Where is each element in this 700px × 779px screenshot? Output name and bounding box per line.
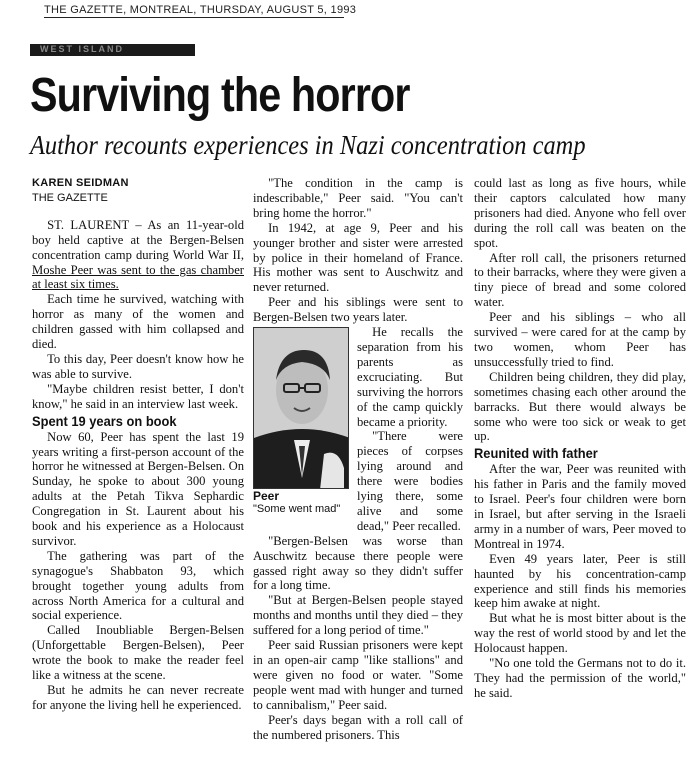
paragraph: Called Inoubliable Bergen-Belsen (Unforgettable Bergen-Belsen), Peer wrote the book to make the reader feel like a witness at the scene. bbox=[32, 623, 244, 683]
paragraph: Peer and his siblings – who all survived – were cared for at the camp by two women, whom Peer has unsuccessfully tried to find. bbox=[474, 310, 686, 369]
paragraph: "But at Bergen-Belsen people stayed months and months until they died – they suffered for a long period of time." bbox=[253, 593, 463, 638]
paragraph: Even 49 years later, Peer is still haunted by his concentration-camp experience and still finds his memories keep him awake at night. bbox=[474, 551, 686, 611]
photo-caption-quote: "Some went mad" bbox=[253, 503, 341, 516]
paragraph: Peer's days began with a roll call of the numbered prisoners. This bbox=[253, 712, 463, 742]
paragraph: Peer said Russian prisoners were kept in an open-air camp "like stallions" and were given no food or water. "Some people went mad with hunger and turned to cannibalism," Peer said. bbox=[253, 638, 463, 712]
article-column-2 bbox=[253, 176, 463, 742]
paragraph: He recalls the separation from his parents as excruciating. But surviving the horrors of the camp quickly became a priority. bbox=[357, 325, 463, 429]
paragraph: "No one told the Germans not to do it. They had the permission of the world," he said. bbox=[474, 656, 686, 700]
subhead: Reunited with father bbox=[474, 445, 598, 462]
paragraph: "Maybe children resist better, I don't know," he said in an interview last week. bbox=[32, 381, 244, 411]
paragraph: "The condition in the camp is indescribable," Peer said. "You can't bring home the horror." bbox=[253, 176, 463, 220]
byline-name: KAREN SEIDMAN bbox=[32, 177, 129, 189]
paragraph: "There were pieces of corpses lying around and there were bodies lying there, some alive and some dead," Peer recalled. bbox=[357, 429, 463, 533]
headline: Surviving the horror bbox=[30, 69, 410, 122]
article-column-1 bbox=[32, 176, 244, 713]
portrait-photo bbox=[253, 327, 349, 489]
photo-block bbox=[253, 327, 349, 516]
paragraph bbox=[32, 218, 244, 293]
masthead: THE GAZETTE, MONTREAL, THURSDAY, AUGUST 5, 1993 bbox=[44, 4, 357, 16]
article-column-3 bbox=[474, 176, 686, 701]
paragraph: Children being children, they did play, sometimes chasing each other around the barracks. But there would always be some who were too sick or weak to get up. bbox=[474, 369, 686, 444]
section-kicker: WEST ISLAND bbox=[40, 44, 124, 54]
underlined-text: Moshe Peer was sent to the gas chamber at least six times. bbox=[32, 262, 244, 292]
paragraph: After roll call, the prisoners returned to their barracks, where they were given a tiny piece of bread and some colored water. bbox=[474, 250, 686, 310]
subhead: Spent 19 years on book bbox=[32, 412, 177, 429]
paragraph: Each time he survived, watching with horror as many of the women and children gassed with him collapsed and died. bbox=[32, 292, 244, 352]
paragraph: could last as long as five hours, while their captors calculated how many prisoners had died. Anyone who fell over during the roll call was beaten on the spot. bbox=[474, 176, 686, 250]
portrait-illustration bbox=[254, 328, 349, 489]
paragraph: After the war, Peer was reunited with his father in Paris and the family moved to Israel. Peer's four children were born in Israel, but after serving in the Israeli army in a number of wars, Peer moved to Montreal in 1974. bbox=[474, 462, 686, 551]
paragraph: In 1942, at age 9, Peer and his younger brother and sister were arrested by police in their homeland of France. His mother was sent to Auschwitz and never returned. bbox=[253, 220, 463, 295]
paragraph: Now 60, Peer has spent the last 19 years writing a first-person account of the horror he witnessed at Bergen-Belsen. On Sunday, he spoke to about 300 young adults at the Petah Tikva Sephardic Congregation in St. Laurent about his book and his experience as a Holocaust survivor. bbox=[32, 429, 244, 548]
section-kicker-bar bbox=[30, 44, 195, 56]
byline-org: THE GAZETTE bbox=[32, 191, 108, 204]
deck: Author recounts experiences in Nazi concentration camp bbox=[30, 130, 586, 160]
paragraph: But he admits he can never recreate for anyone the living hell he experienced. bbox=[32, 683, 244, 712]
paragraph-text: ST. LAURENT – As an 11-year-old boy held captive at the Bergen-Belsen concentration camp during World War II, bbox=[32, 217, 244, 262]
paragraph: "Bergen-Belsen was worse than Auschwitz because there people were gassed right away so they didn't suffer for a long time. bbox=[253, 533, 463, 593]
paragraph: Peer and his siblings were sent to Bergen-Belsen two years later. bbox=[253, 295, 463, 325]
paragraph: But what he is most bitter about is the way the rest of world stood by and let the Holocaust happen. bbox=[474, 611, 686, 656]
paragraph: To this day, Peer doesn't know how he was able to survive. bbox=[32, 351, 244, 381]
paragraph: The gathering was part of the synagogue's Shabbaton 93, which brought together young adults from across North America for a cultural and social experience. bbox=[32, 548, 244, 623]
photo-caption-name: Peer bbox=[253, 489, 280, 504]
